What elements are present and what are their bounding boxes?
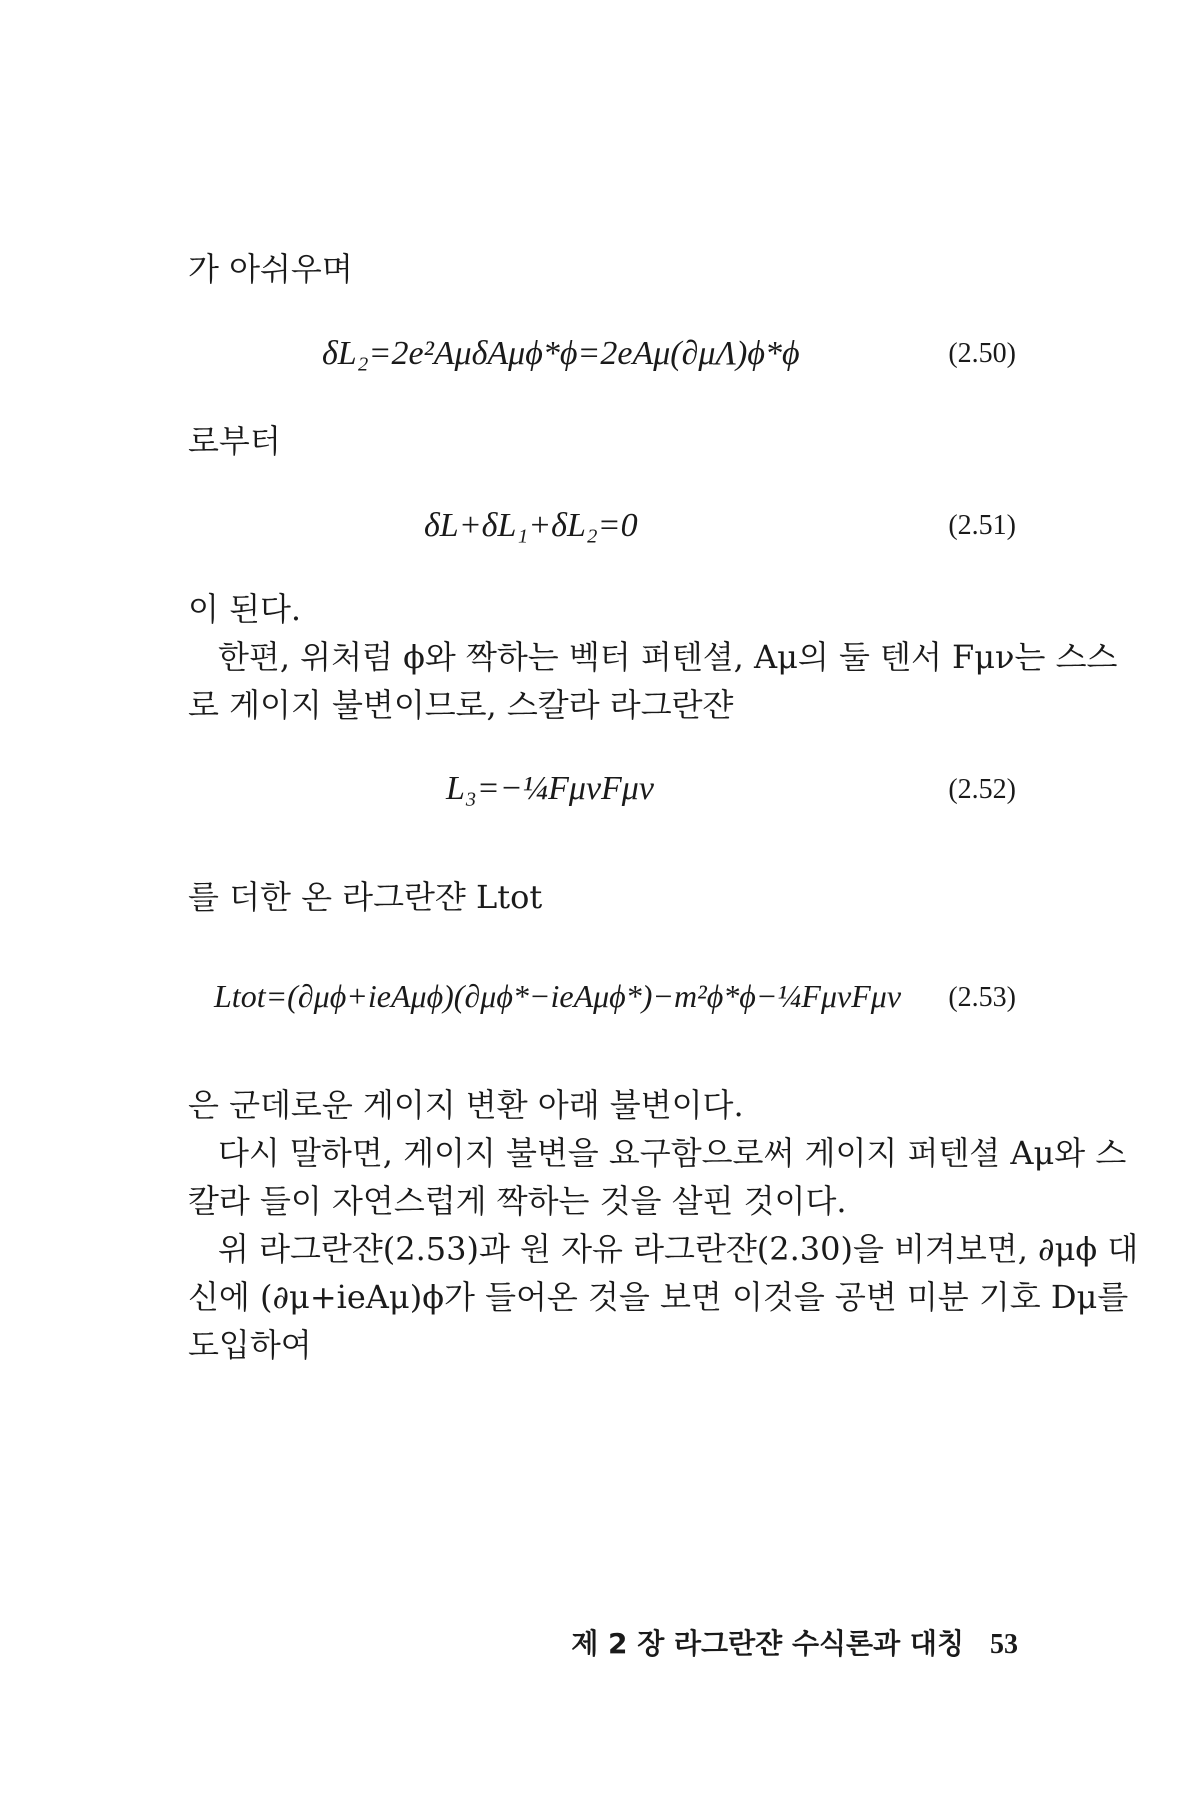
equation-2-53: Ltot=(∂μϕ+ieAμϕ)(∂μϕ*−ieAμϕ*)−m²ϕ*ϕ−¼FμνFμν — [214, 978, 902, 1014]
running-title: 제 2 장 라그란쟌 수식론과 대칭 — [571, 1627, 964, 1660]
text-line: 로 게이지 불변이므로, 스칼라 라그란쟌 — [188, 686, 734, 724]
text-line: 칼라 들이 자연스럽게 짝하는 것을 살핀 것이다. — [188, 1182, 847, 1220]
equation-number: (2.52) — [948, 774, 1016, 805]
paragraph-line: 다시 말하면, 게이지 불변을 요구함으로써 게이지 퍼텐셜 Aμ와 스 — [218, 1134, 1127, 1172]
equation-number: (2.51) — [948, 510, 1016, 541]
equation-2-52: L₃=−¼FμνFμν — [446, 770, 654, 807]
text-line: 도입하여 — [188, 1326, 312, 1364]
paragraph-line: 위 라그란쟌(2.53)과 원 자유 라그란쟌(2.30)을 비겨보면, ∂μϕ 대 — [218, 1230, 1139, 1268]
paragraph-line: 한편, 위처럼 ϕ와 짝하는 벡터 퍼텐셜, Aμ의 둘 텐서 Fμν는 스스 — [218, 638, 1118, 676]
text-line: 가 아쉬우며 — [188, 250, 353, 288]
equation-2-50: δL₂=2e²AμδAμϕ*ϕ=2eAμ(∂μΛ)ϕ*ϕ — [322, 335, 800, 372]
text-line: 로부터 — [188, 422, 281, 460]
equation-number: (2.53) — [948, 982, 1016, 1013]
page-footer — [571, 1622, 1018, 1662]
equation-2-51: δL+δL₁+δL₂=0 — [424, 507, 638, 544]
text-line: 신에 (∂μ+ieAμ)ϕ가 들어온 것을 보면 이것을 공변 미분 기호 Dμ를 — [188, 1278, 1129, 1316]
page-number: 53 — [990, 1629, 1018, 1660]
equation-number: (2.50) — [948, 338, 1016, 369]
text-line: 를 더한 온 라그란쟌 Ltot — [188, 878, 543, 916]
text-line: 이 된다. — [188, 590, 302, 628]
text-line: 은 군데로운 게이지 변환 아래 불변이다. — [188, 1086, 744, 1124]
